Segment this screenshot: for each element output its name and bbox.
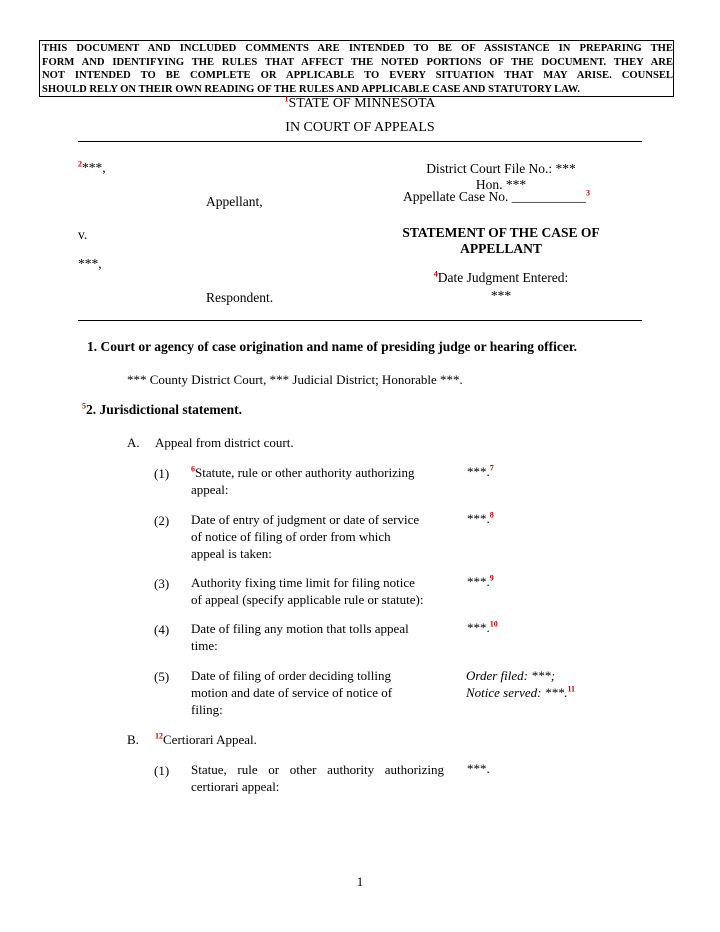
respondent-label: Respondent. xyxy=(206,290,274,305)
part-a-letter: A. xyxy=(127,435,140,450)
part-b-title: $^{12}$Certiorari Appeal. xyxy=(155,731,257,747)
item-number: (3) xyxy=(154,576,170,591)
item-question: Date of filing any motion that tolls appeal time: xyxy=(191,621,409,653)
item-number: (2) xyxy=(154,513,170,528)
footnote-marker[interactable]: 1 xyxy=(284,94,289,104)
appellant-name: $^2$***, xyxy=(78,159,106,175)
versus-label: v. xyxy=(78,227,88,242)
footnote-marker[interactable]: 6 xyxy=(191,464,195,474)
disclaimer-line: NOT INTENDED TO BE COMPLETE OR APPLICABLE TO EVERY SITUATION THAT MAY ARISE. COUNSEL xyxy=(42,70,673,82)
footnote-marker[interactable]: 3 xyxy=(585,188,590,198)
part-a-title: Appeal from district court. xyxy=(155,435,294,450)
item-question: Authority fixing time limit for filing notice of appeal (specify applicable rule or statute): xyxy=(191,575,424,607)
item-answer: ***.$^7$ xyxy=(467,463,494,479)
judge-name: Hon. *** xyxy=(475,177,527,192)
footnote-marker[interactable]: 2 xyxy=(78,159,82,169)
appellant-label: Appellant, xyxy=(206,194,263,209)
court-name: IN COURT OF APPEALS xyxy=(285,120,435,135)
footnote-marker[interactable]: 12 xyxy=(155,731,163,741)
footnote-marker[interactable]: 10 xyxy=(489,619,498,629)
item-answer: ***.$^8$ xyxy=(467,510,494,526)
disclaimer-line: FORM AND IDENTIFYING THE RULES THAT AFFECT THE NOTED PORTIONS OF THE DOCUMENT. THEY ARE xyxy=(42,56,673,68)
part-b-letter: B. xyxy=(127,732,139,747)
footnote-marker[interactable]: 8 xyxy=(489,510,494,520)
state-heading xyxy=(0,96,720,112)
state-name: STATE OF MINNESOTA xyxy=(288,96,436,111)
page-number: 1 xyxy=(356,874,364,889)
section-1-body: *** County District Court, *** Judicial District; Honorable ***. xyxy=(127,372,463,387)
judgment-date-value: *** xyxy=(490,288,512,303)
judgment-date-label: $^4$Date Judgment Entered: xyxy=(433,269,569,285)
item-question: Date of entry of judgment or date of service of notice of filing of order from which appeal is taken: xyxy=(191,512,420,561)
item-number: (1) xyxy=(154,763,170,778)
item-answer: ***.$^{10}$ xyxy=(467,619,498,635)
item-answer: Order filed: ***; Notice served: ***.$^{11}$ xyxy=(466,668,576,700)
caption-divider xyxy=(78,320,642,321)
header-divider xyxy=(78,141,642,142)
district-court-file: District Court File No.: *** xyxy=(426,161,576,176)
footnote-marker[interactable]: 4 xyxy=(433,269,438,279)
section-1-heading: 1. Court or agency of case origination and name of presiding judge or hearing officer. xyxy=(87,339,577,354)
footnote-marker[interactable]: 5 xyxy=(82,401,86,411)
item-number: (1) xyxy=(154,466,170,481)
appellate-case-number: Appellate Case No. ___________$^3$ xyxy=(403,188,590,204)
item-question: Date of filing of order deciding tolling motion and date of service of notice of filing: xyxy=(191,668,393,717)
item-number: (5) xyxy=(154,669,170,684)
footnote-marker[interactable]: 11 xyxy=(567,684,576,694)
item-question: Statue, rule or other authority authorizing certiorari appeal: xyxy=(191,762,444,794)
footnote-marker[interactable]: 9 xyxy=(489,573,494,583)
document-title: STATEMENT OF THE CASE OF APPELLANT xyxy=(402,225,600,256)
item-question: $^6$Statute, rule or other authority authorizing appeal: xyxy=(191,464,415,497)
footnote-marker[interactable]: 7 xyxy=(489,463,494,473)
respondent-name: ***, xyxy=(78,256,102,271)
disclaimer-line: SHOULD RELY ON THEIR OWN READING OF THE RULES AND APPLICABLE CASE AND STATUTORY LAW. xyxy=(42,83,580,95)
disclaimer-box xyxy=(39,40,674,97)
item-number: (4) xyxy=(154,622,170,637)
section-2-heading: $^5$2. Jurisdictional statement. xyxy=(82,401,242,417)
item-answer: ***. xyxy=(467,761,490,776)
item-answer: ***.$^9$ xyxy=(467,573,494,589)
disclaimer-line: THIS DOCUMENT AND INCLUDED COMMENTS ARE INTENDED TO BE OF ASSISTANCE IN PREPARING THE xyxy=(42,43,673,54)
